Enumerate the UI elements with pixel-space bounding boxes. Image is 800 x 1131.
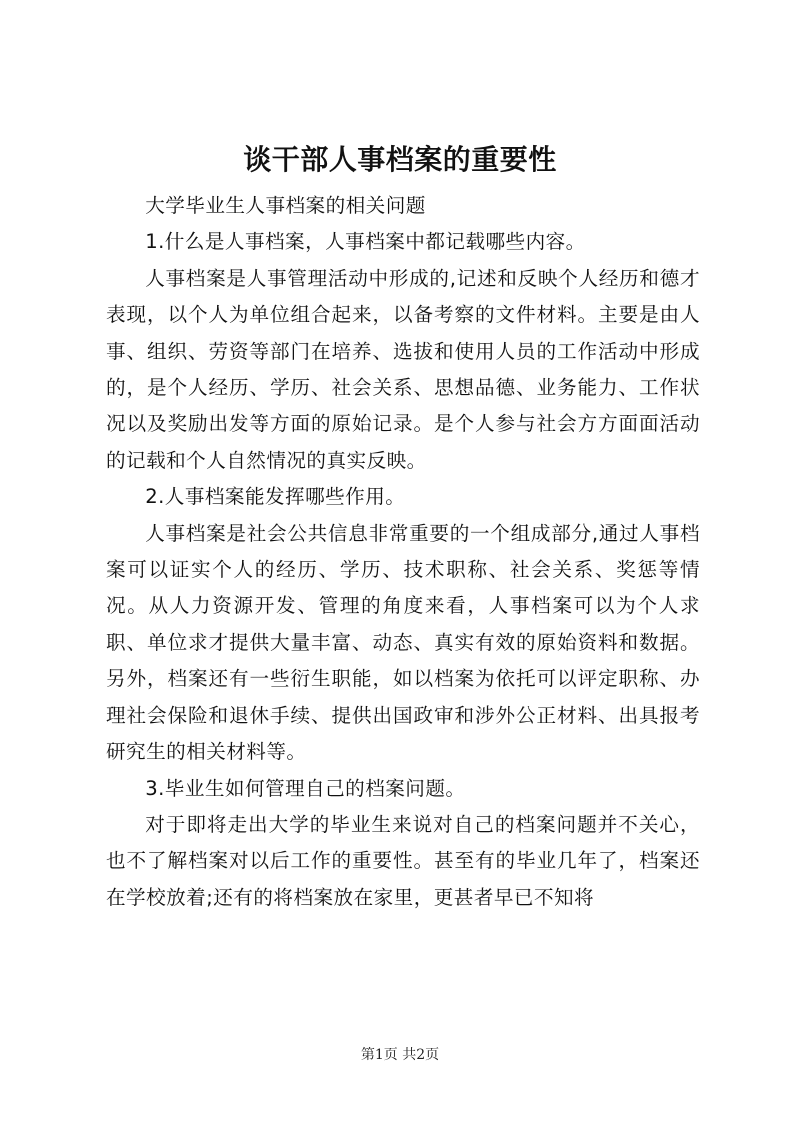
section-heading: 大学毕业生人事档案的相关问题	[145, 194, 426, 217]
question-heading: 2.人事档案能发挥哪些作用。	[145, 485, 406, 509]
question-heading: 1.什么是人事档案，人事档案中都记载哪些内容。	[145, 230, 586, 254]
page-number-footer: 第1页 共2页	[360, 1047, 440, 1063]
document-body	[106, 188, 700, 916]
document-title: 谈干部人事档案的重要性	[243, 143, 557, 176]
body-paragraph: 人事档案是社会公共信息非常重要的一个组成部分,通过人事档案可以证实个人的经历、学历、技术职称、社会关系、奖惩等情况。从人力资源开发、管理的角度来看，人事档案可以为个人求职、单位求才提供大量丰富、动态、真实有效的原始资料和数据。另外，档案还有一些衍生职能，如以档案为依托可以评定职称、办理社会保险和退休手续、提供出国政审和涉外公正材料、出具报考研究生的相关材料等。	[106, 521, 700, 764]
body-paragraph: 人事档案是人事管理活动中形成的,记述和反映个人经历和德才表现，以个人为单位组合起来，以备考察的文件材料。主要是由人事、组织、劳资等部门在培养、选拔和使用人员的工作活动中形成的，是个人经历、学历、社会关系、思想品德、业务能力、工作状况以及奖励出发等方面的原始记录。是个人参与社会方方面面活动的记载和个人自然情况的真实反映。	[106, 266, 700, 472]
body-paragraph: 对于即将走出大学的毕业生来说对自己的档案问题并不关心，也不了解档案对以后工作的重要性。甚至有的毕业几年了，档案还在学校放着;还有的将档案放在家里，更甚者早已不知将	[106, 812, 700, 909]
question-heading: 3.毕业生如何管理自己的档案问题。	[145, 776, 466, 800]
